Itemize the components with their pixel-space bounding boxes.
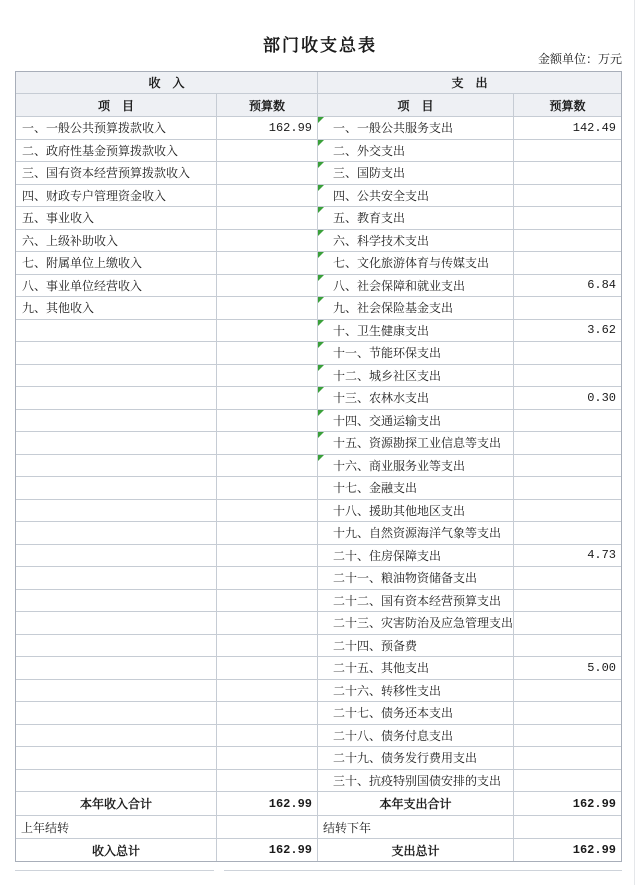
error-indicator-triangle-icon [318, 230, 324, 236]
expense-item-cell[interactable] [318, 410, 514, 433]
income-item-column-header[interactable] [16, 94, 217, 117]
expense-item-label: 四、公共安全支出 [333, 188, 430, 203]
income-item-cell[interactable] [16, 770, 217, 793]
expense-item-cell[interactable] [318, 747, 514, 770]
error-indicator-triangle-icon [318, 455, 324, 461]
expense-item-label: 十三、农林水支出 [333, 391, 430, 406]
expense-item-cell[interactable] [318, 342, 514, 365]
income-value-cell[interactable] [217, 230, 318, 253]
partial-next-row-border [15, 870, 214, 871]
table-row [16, 297, 621, 320]
expense-section-label: 支 出 [451, 76, 488, 90]
income-total-value: 162.99 [268, 796, 312, 811]
income-value-cell[interactable] [217, 342, 318, 365]
expense-item-cell[interactable] [318, 477, 514, 500]
expense-item-label: 六、科学技术支出 [333, 233, 430, 248]
expense-budget-column-label: 预算数 [549, 98, 586, 113]
table-row [16, 432, 621, 455]
income-item-cell[interactable] [16, 635, 217, 658]
expense-value-cell[interactable] [514, 140, 621, 163]
expense-item-cell[interactable] [318, 455, 514, 478]
expense-value-cell[interactable] [514, 635, 621, 658]
table-row [16, 680, 621, 703]
error-indicator-triangle-icon [318, 117, 324, 123]
income-item-cell[interactable] [16, 185, 217, 208]
expense-value-cell[interactable] [514, 657, 621, 680]
expense-item-cell[interactable] [318, 500, 514, 523]
expense-total-value-cell[interactable] [514, 792, 621, 816]
expense-carryover-label-cell[interactable] [318, 816, 514, 839]
table-row [16, 387, 621, 410]
income-grand-total-value: 162.99 [268, 843, 312, 857]
expense-item-cell[interactable] [318, 297, 514, 320]
expense-value-cell[interactable] [514, 612, 621, 635]
income-item-cell[interactable] [16, 207, 217, 230]
income-item-cell[interactable] [16, 702, 217, 725]
expense-total-label-cell[interactable] [318, 792, 514, 816]
table-row [16, 275, 621, 298]
income-item-label: 五、事业收入 [22, 211, 95, 226]
income-total-label: 本年收入合计 [79, 797, 152, 811]
income-value-cell[interactable] [217, 657, 318, 680]
expense-item-label: 一、一般公共服务支出 [333, 121, 454, 136]
expense-item-label: 二十七、债务还本支出 [333, 706, 454, 721]
table-row [16, 545, 621, 568]
table-row [16, 522, 621, 545]
income-item-cell[interactable] [16, 297, 217, 320]
income-value-cell[interactable] [217, 410, 318, 433]
income-item-label: 七、附属单位上缴收入 [22, 256, 143, 271]
income-section-label: 收 入 [148, 76, 185, 90]
expense-value-cell[interactable] [514, 545, 621, 568]
income-value-cell[interactable] [217, 387, 318, 410]
section-header-row [16, 72, 621, 94]
income-value-cell[interactable] [217, 365, 318, 388]
expense-value-cell[interactable] [514, 252, 621, 275]
income-value-cell[interactable] [217, 522, 318, 545]
income-item-cell[interactable] [16, 140, 217, 163]
expense-value-cell[interactable] [514, 680, 621, 703]
income-value-cell[interactable] [217, 770, 318, 793]
income-item-cell[interactable] [16, 522, 217, 545]
income-item-cell[interactable] [16, 230, 217, 253]
expense-item-label: 十一、节能环保支出 [333, 346, 442, 361]
expense-item-label: 二十八、债务付息支出 [333, 728, 454, 743]
expense-item-label: 三、国防支出 [333, 166, 406, 181]
error-indicator-triangle-icon [318, 432, 324, 438]
table-body [16, 117, 621, 792]
expense-value-cell[interactable] [514, 207, 621, 230]
error-indicator-triangle-icon [318, 297, 324, 303]
column-header-row [16, 94, 621, 117]
income-value-cell[interactable] [217, 297, 318, 320]
income-item-cell[interactable] [16, 747, 217, 770]
expense-item-label: 二十九、债务发行费用支出 [333, 751, 478, 766]
error-indicator-triangle-icon [318, 365, 324, 371]
table-row [16, 590, 621, 613]
expense-item-label: 十七、金融支出 [333, 481, 418, 496]
expense-value-cell[interactable] [514, 297, 621, 320]
expense-item-cell[interactable] [318, 545, 514, 568]
page-title: 部门收支总表 [263, 36, 377, 55]
expense-grand-total-value: 162.99 [572, 843, 616, 857]
expense-value-cell[interactable] [514, 410, 621, 433]
expense-total-value: 162.99 [572, 796, 616, 811]
expense-carryover-value-cell[interactable] [514, 816, 621, 839]
current-year-total-row [16, 792, 621, 816]
table-row [16, 725, 621, 748]
expense-item-cell[interactable] [318, 567, 514, 590]
expense-value-cell[interactable] [514, 230, 621, 253]
expense-value-cell[interactable] [514, 342, 621, 365]
expense-item-label: 七、文化旅游体育与传媒支出 [333, 256, 490, 271]
expense-value-cell[interactable] [514, 725, 621, 748]
table-row [16, 657, 621, 680]
expense-value-cell[interactable] [514, 500, 621, 523]
expense-item-label: 二十三、灾害防治及应急管理支出 [333, 616, 514, 631]
table-row [16, 567, 621, 590]
income-item-cell[interactable] [16, 342, 217, 365]
error-indicator-triangle-icon [318, 207, 324, 213]
income-value-cell[interactable] [217, 162, 318, 185]
table-row [16, 477, 621, 500]
expense-value-cell[interactable] [514, 455, 621, 478]
income-item-cell[interactable] [16, 477, 217, 500]
income-item-cell[interactable] [16, 657, 217, 680]
income-item-cell[interactable] [16, 387, 217, 410]
expense-value-cell[interactable] [514, 567, 621, 590]
table-row [16, 410, 621, 433]
expense-item-cell[interactable] [318, 657, 514, 680]
table-row [16, 770, 621, 793]
table-row [16, 207, 621, 230]
income-value-cell[interactable] [217, 320, 318, 343]
expense-item-cell[interactable] [318, 320, 514, 343]
expense-item-label: 三十、抗疫特别国债安排的支出 [333, 773, 502, 788]
expense-value: 6.84 [587, 278, 616, 293]
income-item-cell[interactable] [16, 567, 217, 590]
income-grand-total-label: 收入总计 [91, 843, 140, 858]
expense-item-cell[interactable] [318, 140, 514, 163]
expense-item-cell[interactable] [318, 185, 514, 208]
partial-next-row-border [224, 870, 622, 871]
income-value-cell[interactable] [217, 140, 318, 163]
table-row [16, 162, 621, 185]
expense-item-cell[interactable] [318, 590, 514, 613]
income-value-cell[interactable] [217, 725, 318, 748]
expense-item-column-header[interactable] [318, 94, 514, 117]
income-item-label: 二、政府性基金预算拨款收入 [22, 143, 179, 158]
expense-item-label: 二十四、预备费 [333, 638, 418, 653]
unit-note: 金额单位：万元 [537, 52, 622, 66]
income-value-cell[interactable] [217, 590, 318, 613]
income-item-cell[interactable] [16, 432, 217, 455]
expense-value-cell[interactable] [514, 320, 621, 343]
expense-item-cell[interactable] [318, 387, 514, 410]
expense-item-cell[interactable] [318, 522, 514, 545]
table-row [16, 320, 621, 343]
expense-value-cell[interactable] [514, 162, 621, 185]
expense-item-cell[interactable] [318, 207, 514, 230]
table-row [16, 747, 621, 770]
table-row [16, 365, 621, 388]
error-indicator-triangle-icon [318, 252, 324, 258]
expense-value: 4.73 [587, 548, 616, 563]
table-row [16, 117, 621, 140]
income-item-label: 九、其他收入 [22, 301, 95, 316]
expense-item-cell[interactable] [318, 117, 514, 140]
expense-item-cell[interactable] [318, 635, 514, 658]
income-item-cell[interactable] [16, 545, 217, 568]
carryover-row [16, 816, 621, 839]
expense-item-cell[interactable] [318, 252, 514, 275]
income-item-cell[interactable] [16, 275, 217, 298]
error-indicator-triangle-icon [318, 275, 324, 281]
table-row [16, 185, 621, 208]
income-item-column-label: 项 目 [97, 98, 134, 113]
table-row [16, 612, 621, 635]
income-item-cell[interactable] [16, 455, 217, 478]
expense-grand-total-value-cell[interactable] [514, 839, 621, 861]
grand-total-row [16, 839, 621, 861]
table-row [16, 500, 621, 523]
page-edge-line [634, 0, 635, 885]
error-indicator-triangle-icon [318, 185, 324, 191]
income-item-cell[interactable] [16, 612, 217, 635]
income-value-cell[interactable] [217, 567, 318, 590]
table-row [16, 455, 621, 478]
income-item-label: 八、事业单位经营收入 [22, 278, 143, 293]
income-value-cell[interactable] [217, 680, 318, 703]
expense-item-label: 二十一、粮油物资储备支出 [333, 571, 478, 586]
income-value-cell[interactable] [217, 702, 318, 725]
error-indicator-triangle-icon [318, 342, 324, 348]
error-indicator-triangle-icon [318, 410, 324, 416]
income-item-cell[interactable] [16, 365, 217, 388]
expense-value-cell[interactable] [514, 477, 621, 500]
income-item-cell[interactable] [16, 680, 217, 703]
income-item-label: 六、上级补助收入 [22, 233, 119, 248]
income-value-cell[interactable] [217, 747, 318, 770]
expense-item-label: 十五、资源勘探工业信息等支出 [333, 436, 502, 451]
income-item-label: 三、国有资本经营预算拨款收入 [22, 166, 191, 181]
table-row [16, 702, 621, 725]
income-carryover-label-cell[interactable] [16, 816, 217, 839]
expense-value-cell[interactable] [514, 275, 621, 298]
expense-item-label: 二十六、转移性支出 [333, 683, 442, 698]
expense-item-column-label: 项 目 [397, 98, 434, 113]
expense-value-cell[interactable] [514, 185, 621, 208]
table-row [16, 140, 621, 163]
income-budget-column-label: 预算数 [248, 98, 285, 113]
expense-grand-total-label-cell[interactable] [318, 839, 514, 861]
income-value-cell[interactable] [217, 275, 318, 298]
expense-grand-total-label: 支出总计 [391, 843, 440, 858]
income-carryover-label: 上年结转 [21, 820, 70, 835]
expense-item-label: 八、社会保障和就业支出 [333, 278, 466, 293]
income-item-cell[interactable] [16, 320, 217, 343]
income-value-cell[interactable] [217, 117, 318, 140]
income-value-cell[interactable] [217, 545, 318, 568]
expense-item-label: 十二、城乡社区支出 [333, 368, 442, 383]
expense-item-cell[interactable] [318, 612, 514, 635]
expense-value-cell[interactable] [514, 702, 621, 725]
expense-item-cell[interactable] [318, 162, 514, 185]
error-indicator-triangle-icon [318, 162, 324, 168]
income-value-cell[interactable] [217, 455, 318, 478]
expense-carryover-label: 结转下年 [323, 820, 372, 835]
expense-item-label: 五、教育支出 [333, 211, 406, 226]
income-item-cell[interactable] [16, 500, 217, 523]
expense-item-cell[interactable] [318, 365, 514, 388]
error-indicator-triangle-icon [318, 140, 324, 146]
income-item-cell[interactable] [16, 410, 217, 433]
income-budget-column-header[interactable] [217, 94, 318, 117]
table-row [16, 342, 621, 365]
budget-summary-table [15, 71, 622, 862]
income-value-cell[interactable] [217, 432, 318, 455]
expense-item-cell[interactable] [318, 680, 514, 703]
expense-item-label: 十四、交通运输支出 [333, 413, 442, 428]
expense-value: 142.49 [572, 120, 616, 135]
income-grand-total-value-cell[interactable] [217, 839, 318, 861]
table-row [16, 230, 621, 253]
income-item-cell[interactable] [16, 162, 217, 185]
income-value-cell[interactable] [217, 612, 318, 635]
income-value-cell[interactable] [217, 500, 318, 523]
income-value: 162.99 [268, 120, 312, 135]
expense-item-cell[interactable] [318, 770, 514, 793]
expense-item-label: 二十二、国有资本经营预算支出 [333, 593, 502, 608]
income-item-cell[interactable] [16, 725, 217, 748]
expense-item-cell[interactable] [318, 275, 514, 298]
table-row [16, 635, 621, 658]
expense-item-label: 九、社会保险基金支出 [333, 301, 454, 316]
expense-item-label: 二、外交支出 [333, 143, 406, 158]
expense-item-label: 十六、商业服务业等支出 [333, 458, 466, 473]
income-grand-total-label-cell[interactable] [16, 839, 217, 861]
table-row [16, 252, 621, 275]
income-value-cell[interactable] [217, 252, 318, 275]
expense-section-header[interactable] [318, 72, 621, 94]
income-item-cell[interactable] [16, 117, 217, 140]
expense-budget-column-header[interactable] [514, 94, 621, 117]
expense-value: 0.30 [587, 390, 616, 405]
expense-total-label: 本年支出合计 [379, 797, 452, 811]
expense-item-label: 十九、自然资源海洋气象等支出 [333, 526, 502, 541]
error-indicator-triangle-icon [318, 387, 324, 393]
expense-item-cell[interactable] [318, 432, 514, 455]
error-indicator-triangle-icon [318, 320, 324, 326]
expense-item-cell[interactable] [318, 702, 514, 725]
expense-value-cell[interactable] [514, 590, 621, 613]
income-total-label-cell[interactable] [16, 792, 217, 816]
income-carryover-value-cell[interactable] [217, 816, 318, 839]
expense-item-cell[interactable] [318, 725, 514, 748]
expense-value-cell[interactable] [514, 432, 621, 455]
income-value-cell[interactable] [217, 207, 318, 230]
expense-value-cell[interactable] [514, 747, 621, 770]
expense-value-cell[interactable] [514, 522, 621, 545]
income-value-cell[interactable] [217, 477, 318, 500]
expense-item-label: 二十五、其他支出 [333, 661, 430, 676]
income-item-cell[interactable] [16, 590, 217, 613]
expense-value-cell[interactable] [514, 770, 621, 793]
expense-value-cell[interactable] [514, 387, 621, 410]
expense-value: 5.00 [587, 660, 616, 675]
expense-item-label: 十、卫生健康支出 [333, 323, 430, 338]
expense-item-label: 十八、援助其他地区支出 [333, 503, 466, 518]
expense-value-cell[interactable] [514, 365, 621, 388]
expense-item-cell[interactable] [318, 230, 514, 253]
income-section-header[interactable] [16, 72, 318, 94]
income-total-value-cell[interactable] [217, 792, 318, 816]
expense-item-label: 二十、住房保障支出 [333, 548, 442, 563]
income-item-label: 一、一般公共预算拨款收入 [22, 121, 167, 136]
income-item-label: 四、财政专户管理资金收入 [22, 188, 167, 203]
income-value-cell[interactable] [217, 185, 318, 208]
expense-value-cell[interactable] [514, 117, 621, 140]
income-value-cell[interactable] [217, 635, 318, 658]
income-item-cell[interactable] [16, 252, 217, 275]
expense-value: 3.62 [587, 323, 616, 338]
